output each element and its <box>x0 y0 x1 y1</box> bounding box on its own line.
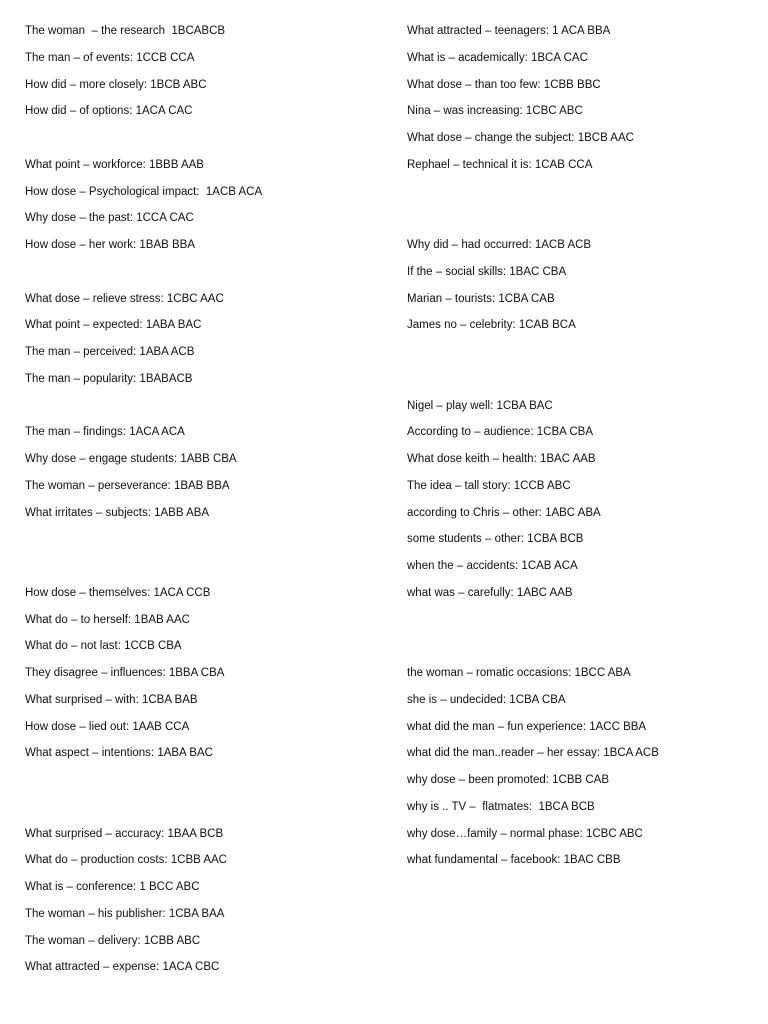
answer-line: The woman – perseverance: 1BAB BBA <box>25 479 230 492</box>
answer-line: They disagree – influences: 1BBA CBA <box>25 667 225 679</box>
answer-line: some students – other: 1CBA BCB <box>407 533 584 546</box>
answer-line: What do – to herself: 1BAB AAC <box>25 613 190 626</box>
answer-line: Nina – was increasing: 1CBC ABC <box>407 105 583 118</box>
answer-line: what did the man – fun experience: 1ACC BBA <box>407 720 647 733</box>
answer-line: What dose keith – health: 1BAC AAB <box>407 453 596 465</box>
answer-line: why dose – been promoted: 1CBB CAB <box>407 774 610 786</box>
answer-line: Why did – had occurred: 1ACB ACB <box>407 239 592 251</box>
answer-line: Why dose – the past: 1CCA CAC <box>25 212 194 225</box>
answer-line: what was – carefully: 1ABC AAB <box>407 586 573 599</box>
answer-line: How dose – lied out: 1AAB CCA <box>25 720 190 733</box>
answer-line: The man – of events: 1CCB CCA <box>25 51 195 64</box>
answer-line: What aspect – intentions: 1ABA BAC <box>25 747 213 760</box>
answer-line: How did – more closely: 1BCB ABC <box>25 78 207 91</box>
answer-line: What attracted – teenagers: 1 ACA BBA <box>407 25 611 37</box>
answer-line: What dose – relieve stress: 1CBC AAC <box>25 292 224 305</box>
answer-line: Nigel – play well: 1CBA BAC <box>407 399 553 412</box>
answer-line: The woman – his publisher: 1CBA BAA <box>25 907 225 920</box>
answer-line: What is – academically: 1BCA CAC <box>407 51 588 64</box>
answer-line: What is – conference: 1 BCC ABC <box>25 881 200 893</box>
answer-line: Rephael – technical it is: 1CAB CCA <box>407 158 593 171</box>
answer-line: If the – social skills: 1BAC CBA <box>407 265 567 278</box>
answer-line: why dose…family – normal phase: 1CBC ABC <box>407 827 643 840</box>
answer-line: The woman – the research 1BCABCB <box>25 25 226 37</box>
answer-line: The idea – tall story: 1CCB ABC <box>407 479 571 492</box>
answer-line: Why dose – engage students: 1ABB CBA <box>25 453 237 465</box>
answer-line: What surprised – accuracy: 1BAA BCB <box>25 827 224 840</box>
answer-line: she is – undecided: 1CBA CBA <box>407 693 566 706</box>
answer-line: The man – popularity: 1BABACB <box>25 372 193 385</box>
answer-line: What dose – than too few: 1CBB BBC <box>407 78 601 91</box>
answer-line: How dose – Psychological impact: 1ACB ACA <box>25 185 263 198</box>
answer-line: Marian – tourists: 1CBA CAB <box>407 292 555 305</box>
answer-line: when the – accidents: 1CAB ACA <box>407 560 578 572</box>
answer-line: What point – expected: 1ABA BAC <box>25 319 202 332</box>
answer-line: James no – celebrity: 1CAB BCA <box>407 319 576 332</box>
answer-line: How did – of options: 1ACA CAC <box>25 105 193 118</box>
answer-line: The man – findings: 1ACA ACA <box>25 426 185 439</box>
answer-line: What attracted – expense: 1ACA CBC <box>25 961 220 974</box>
answer-line: what did the man..reader – her essay: 1BCA ACB <box>407 747 659 760</box>
answer-line: what fundamental – facebook: 1BAC CBB <box>407 854 621 867</box>
answer-line: The woman – delivery: 1CBB ABC <box>25 934 201 947</box>
answer-line: What irritates – subjects: 1ABB ABA <box>25 506 210 519</box>
answer-line: How dose – themselves: 1ACA CCB <box>25 586 211 599</box>
answer-line: why is .. TV – flatmates: 1BCA BCB <box>407 800 595 813</box>
answer-line: the woman – romatic occasions: 1BCC ABA <box>407 667 631 679</box>
answer-line: How dose – her work: 1BAB BBA <box>25 239 196 251</box>
answer-line: According to – audience: 1CBA CBA <box>407 426 594 439</box>
answer-line: according to Chris – other: 1ABC ABA <box>407 506 601 519</box>
answer-line: What do – not last: 1CCB CBA <box>25 640 182 653</box>
answer-line: What dose – change the subject: 1BCB AAC <box>407 132 634 144</box>
answer-line: What surprised – with: 1CBA BAB <box>25 693 198 706</box>
answer-line: The man – perceived: 1ABA ACB <box>25 346 195 358</box>
answer-line: What point – workforce: 1BBB AAB <box>25 158 204 171</box>
answer-line: What do – production costs: 1CBB AAC <box>25 854 227 867</box>
